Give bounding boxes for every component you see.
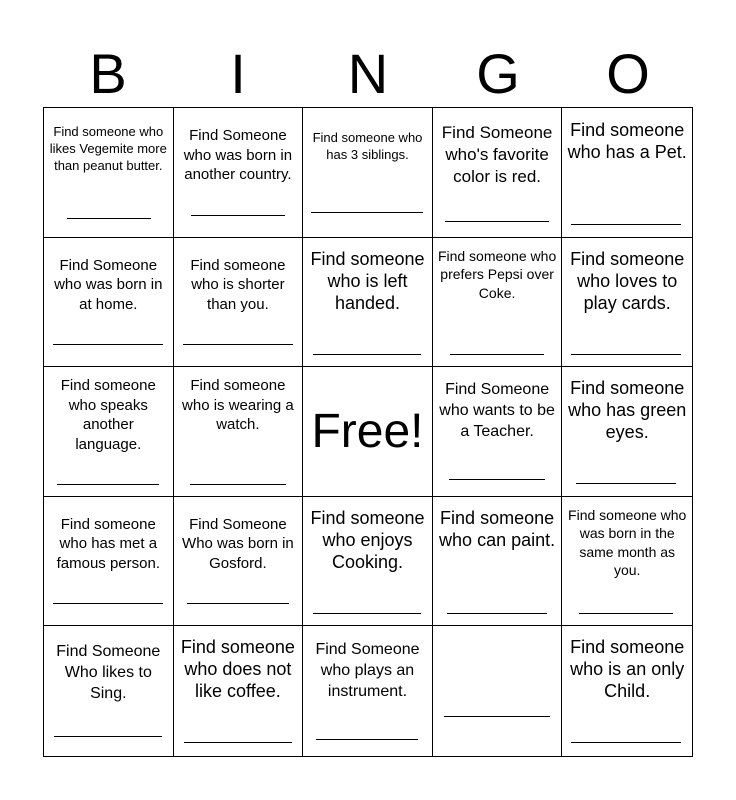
signature-line [450,354,544,355]
cell-prompt: Find Someone who's favorite color is red. [441,123,553,186]
header-letter-o: O [606,42,650,105]
signature-line [313,354,421,355]
signature-line [53,344,163,345]
bingo-cell [433,367,563,497]
bingo-cell [303,108,433,238]
bingo-cell [44,497,174,627]
bingo-cell [174,108,304,238]
signature-line [183,344,293,345]
header-letter-g: G [476,42,520,105]
bingo-cell [303,497,433,627]
bingo-cell [303,626,433,756]
cell-prompt: Find someone who does not like coffee. [180,637,295,702]
bingo-cell [44,108,174,238]
bingo-cell [562,367,692,497]
signature-line [444,716,550,717]
cell-prompt: Find someone who is an only Child. [570,637,685,702]
signature-line [313,613,421,614]
signature-line [579,613,673,614]
cell-prompt: Find someone who has a Pet. [567,120,687,162]
cell-prompt: Find Someone who plays an instrument. [315,641,420,700]
bingo-cell [44,367,174,497]
header-letter-n: N [347,42,389,105]
cell-prompt: Find someone who is shorter than you. [190,256,286,313]
cell-prompt: Find Someone Who was born in Gosford. [182,515,294,572]
bingo-cell [562,108,692,238]
signature-line [449,479,545,480]
signature-line [447,613,547,614]
signature-line [53,603,163,604]
header-letter-b: B [89,42,127,105]
signature-line [316,739,418,740]
bingo-cell [174,626,304,756]
bingo-cell [562,238,692,368]
bingo-cell [433,238,563,368]
signature-line [67,218,151,219]
cell-prompt: Find someone who loves to play cards. [570,248,685,313]
bingo-cell [433,626,563,756]
bingo-cell [174,238,304,368]
cell-prompt: Find someone who has met a famous person. [56,515,160,572]
cell-prompt: Find someone who was born in the same month as you. [568,506,687,579]
signature-line [571,742,681,743]
signature-line [184,742,292,743]
bingo-cell [562,497,692,627]
signature-line [57,484,159,485]
free-space-label: Free! [311,405,424,459]
free-space-cell [303,367,433,497]
cell-prompt: Find someone who has 3 siblings. [312,130,423,162]
cell-prompt: Find someone who is wearing a watch. [182,377,294,434]
signature-line [190,484,286,485]
bingo-cell [433,108,563,238]
signature-line [571,224,681,225]
bingo-cell [44,626,174,756]
signature-line [445,221,549,222]
bingo-cell [303,238,433,368]
bingo-cell [174,367,304,497]
bingo-cell [562,626,692,756]
signature-line [576,483,676,484]
bingo-cell [174,497,304,627]
signature-line [571,354,681,355]
cell-prompt: Find someone who speaks another language. [60,377,156,453]
bingo-header [43,40,693,108]
bingo-cell [44,238,174,368]
cell-prompt: Find someone who is left handed. [310,248,425,313]
cell-prompt: Find someone who likes Vegemite more than peanut butter. [49,124,167,173]
cell-prompt: Find Someone who was born in another country. [183,127,293,183]
cell-prompt: Find someone who has green eyes. [568,378,687,443]
bingo-grid [43,107,693,757]
cell-prompt: Find someone who enjoys Cooking. [310,507,425,572]
signature-line [311,212,423,213]
cell-prompt: Find Someone Who likes to Sing. [56,643,161,702]
cell-prompt: Find someone who prefers Pepsi over Coke. [437,247,557,301]
header-letter-i: I [230,42,246,105]
signature-line [191,215,285,216]
cell-prompt: Find Someone who wants to be a Teacher. [439,381,555,440]
bingo-cell [433,497,563,627]
signature-line [54,736,162,737]
cell-prompt: Find Someone who was born in at home. [54,256,163,313]
signature-line [187,603,289,604]
cell-prompt: Find someone who can paint. [439,507,556,550]
